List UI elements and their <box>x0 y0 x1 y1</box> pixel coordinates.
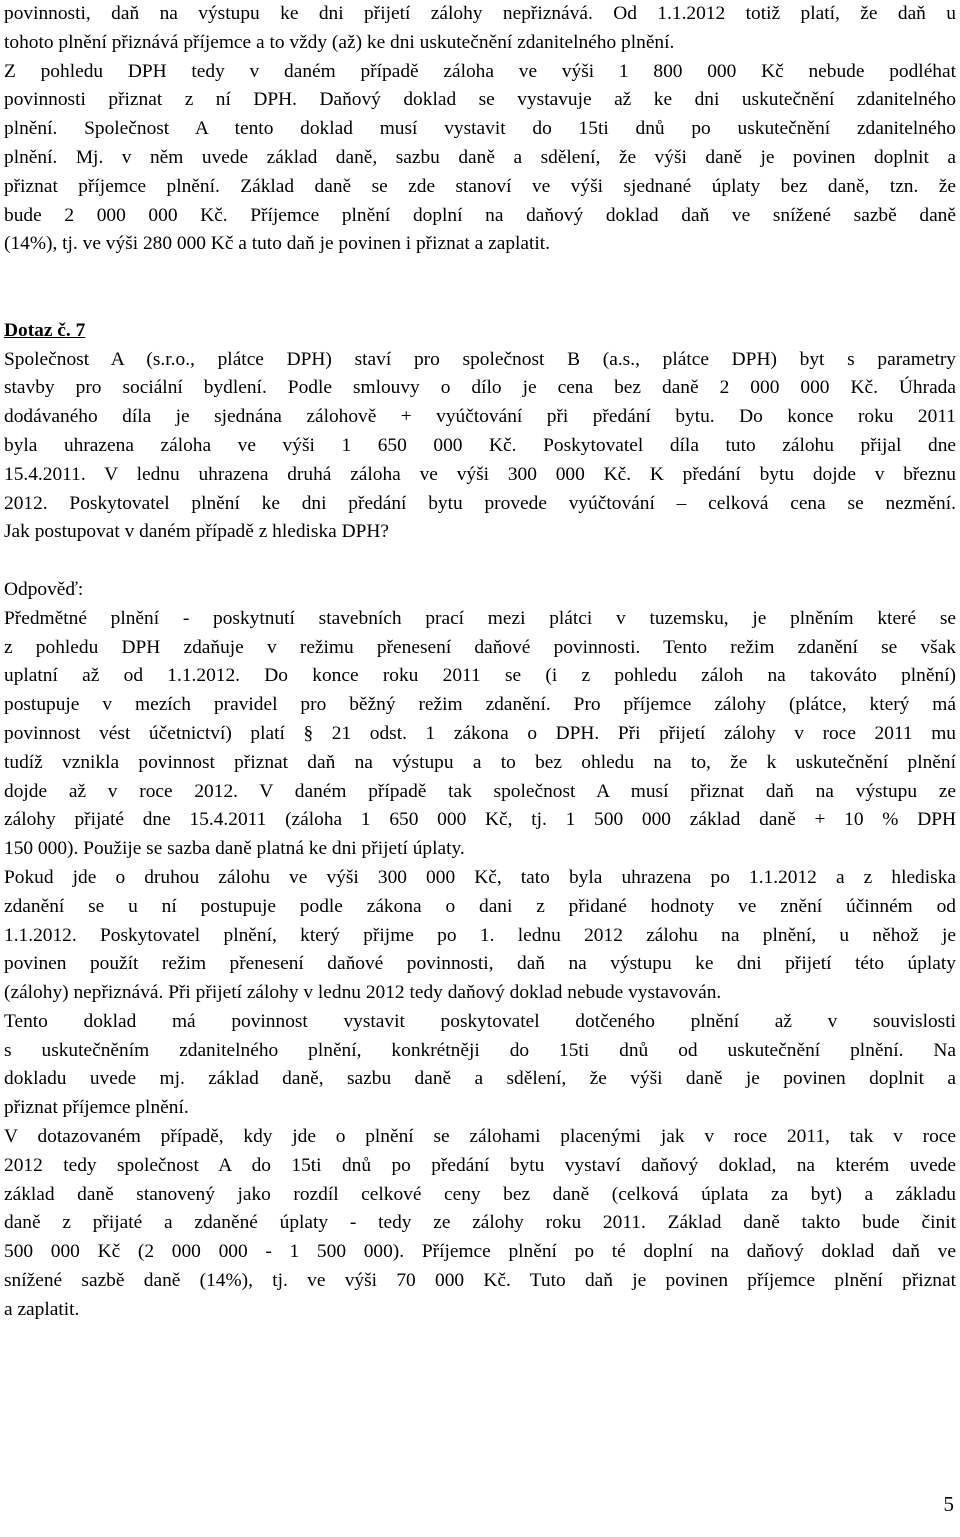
intro-line: bude 2 000 000 Kč. Příjemce plnění doplní na daňový doklad daň ve snížené sazbě daně <box>4 204 956 226</box>
question-line: Jak postupovat v daném případě z hlediska DPH? <box>4 521 390 543</box>
answer-line: Předmětné plnění - poskytnutí stavebních prací mezi plátci v tuzemsku, je plněním které se <box>4 607 956 629</box>
answer-line: tudíž vznikla povinnost přiznat daň na výstupu a to bez ohledu na to, že k uskutečnění plnění <box>4 751 956 773</box>
answer-line: postupuje v mezích pravidel pro běžný režim zdanění. Pro příjemce zálohy (plátce, který má <box>4 694 956 716</box>
spacer <box>4 259 956 317</box>
answer-line: 500 000 Kč (2 000 000 - 1 500 000). Příjemce plnění po té doplní na daňový doklad daň ve <box>4 1241 956 1263</box>
question-heading: Dotaz č. 7 <box>4 319 86 341</box>
answer-line: snížené sazbě daně (14%), tj. ve výši 70 000 Kč. Tuto daň je povinen příjemce plnění přiznat <box>4 1270 956 1292</box>
intro-line: přiznat příjemce plnění. Základ daně se zde stanoví ve výši sjednané úplaty bez daně, tzn. že <box>4 175 956 197</box>
answer-line: povinnost vést účetnictví) platí § 21 odst. 1 zákona o DPH. Při přijetí zálohy v roce 2011 mu <box>4 722 956 744</box>
question-section <box>4 317 956 547</box>
answer-line: Pokud jde o druhou zálohu ve výši 300 000 Kč, tato byla uhrazena po 1.1.2012 a z hlediska <box>4 866 956 888</box>
intro-line: tohoto plnění přiznává příjemce a to vždy (až) ke dni uskutečnění zdanitelného plnění. <box>4 31 675 53</box>
answer-line: daně z přijaté a zdaněné úplaty - tedy ze zálohy roku 2011. Základ daně takto bude činit <box>4 1212 956 1234</box>
intro-line: plnění. Společnost A tento doklad musí vystavit do 15ti dnů po uskutečnění zdanitelného <box>4 118 956 140</box>
answer-line: V dotazovaném případě, kdy jde o plnění se zálohami placenými jak v roce 2011, tak v roce <box>4 1126 956 1148</box>
document-page <box>4 0 956 1325</box>
question-line: 15.4.2011. V lednu uhrazena druhá záloha ve výši 300 000 Kč. K předání bytu dojde v březnu <box>4 463 956 485</box>
page-number: 5 <box>943 1492 954 1516</box>
answer-section <box>4 576 956 1325</box>
answer-line: z pohledu DPH zdaňuje v režimu přenesení daňové povinnosti. Tento režim zdanění se však <box>4 636 956 658</box>
question-line: Společnost A (s.r.o., plátce DPH) staví pro společnost B (a.s., plátce DPH) byt s parametry <box>4 348 956 370</box>
question-line: 2012. Poskytovatel plnění ke dni předání bytu provede vyúčtování – celková cena se nezmění. <box>4 492 956 514</box>
answer-line: dokladu uvede mj. základ daně, sazbu daně a sdělení, že výši daně je povinen doplnit a <box>4 1068 956 1090</box>
intro-line: plnění. Mj. v něm uvede základ daně, sazbu daně a sdělení, že výši daně je povinen doplnit a <box>4 146 956 168</box>
intro-paragraph <box>4 0 956 259</box>
intro-line: (14%), tj. ve výši 280 000 Kč a tuto daň je povinen i přiznat a zaplatit. <box>4 233 551 255</box>
answer-line: dojde až v roce 2012. V daném případě tak společnost A musí přiznat daň na výstupu ze <box>4 780 956 802</box>
answer-line: zdanění se u ní postupuje podle zákona o dani z přidané hodnoty ve znění účinném od <box>4 895 956 917</box>
question-line: byla uhrazena záloha ve výši 1 650 000 Kč. Poskytovatel díla tuto zálohu přijal dne <box>4 434 956 456</box>
answer-line: Tento doklad má povinnost vystavit poskytovatel dotčeného plnění až v souvislosti <box>4 1010 956 1032</box>
answer-line: 2012 tedy společnost A do 15ti dnů po předání bytu vystaví daňový doklad, na kterém uvede <box>4 1154 956 1176</box>
answer-line: 1.1.2012. Poskytovatel plnění, který přijme po 1. lednu 2012 zálohu na plnění, u něhož je <box>4 924 956 946</box>
spacer <box>4 547 956 576</box>
intro-line: Z pohledu DPH tedy v daném případě záloha ve výši 1 800 000 Kč nebude podléhat <box>4 60 956 82</box>
answer-label: Odpověď: <box>4 578 84 600</box>
answer-line: zálohy přijaté dne 15.4.2011 (záloha 1 650 000 Kč, tj. 1 500 000 základ daně + 10 % DPH <box>4 809 956 831</box>
answer-line: základ daně stanovený jako rozdíl celkové ceny bez daně (celková úplata za byt) a základu <box>4 1183 956 1205</box>
answer-line: (zálohy) nepřiznává. Při přijetí zálohy v lednu 2012 tedy daňový doklad nebude vystavován. <box>4 982 722 1004</box>
answer-line: a zaplatit. <box>4 1298 80 1320</box>
answer-line: 150 000). Použije se sazba daně platná ke dni přijetí úplaty. <box>4 838 465 860</box>
question-line: stavby pro sociální bydlení. Podle smlouvy o dílo je cena bez daně 2 000 000 Kč. Úhrada <box>4 377 956 399</box>
answer-line: přiznat příjemce plnění. <box>4 1097 189 1119</box>
answer-line: s uskutečněním zdanitelného plnění, konkrétněji do 15ti dnů od uskutečnění plnění. Na <box>4 1039 956 1061</box>
answer-line: uplatní až od 1.1.2012. Do konce roku 2011 se (i z pohledu záloh na takováto plnění) <box>4 665 956 687</box>
intro-line: povinnosti přiznat z ní DPH. Daňový doklad se vystavuje až ke dni uskutečnění zdanitelného <box>4 89 956 111</box>
intro-line: povinnosti, daň na výstupu ke dni přijetí zálohy nepřiznává. Od 1.1.2012 totiž platí, že daň u <box>4 3 956 24</box>
answer-line: povinen použít režim přenesení daňové povinnosti, daň na výstupu ke dni přijetí této úplaty <box>4 953 956 975</box>
question-line: dodávaného díla je sjednána zálohově + vyúčtování při předání bytu. Do konce roku 2011 <box>4 406 956 428</box>
